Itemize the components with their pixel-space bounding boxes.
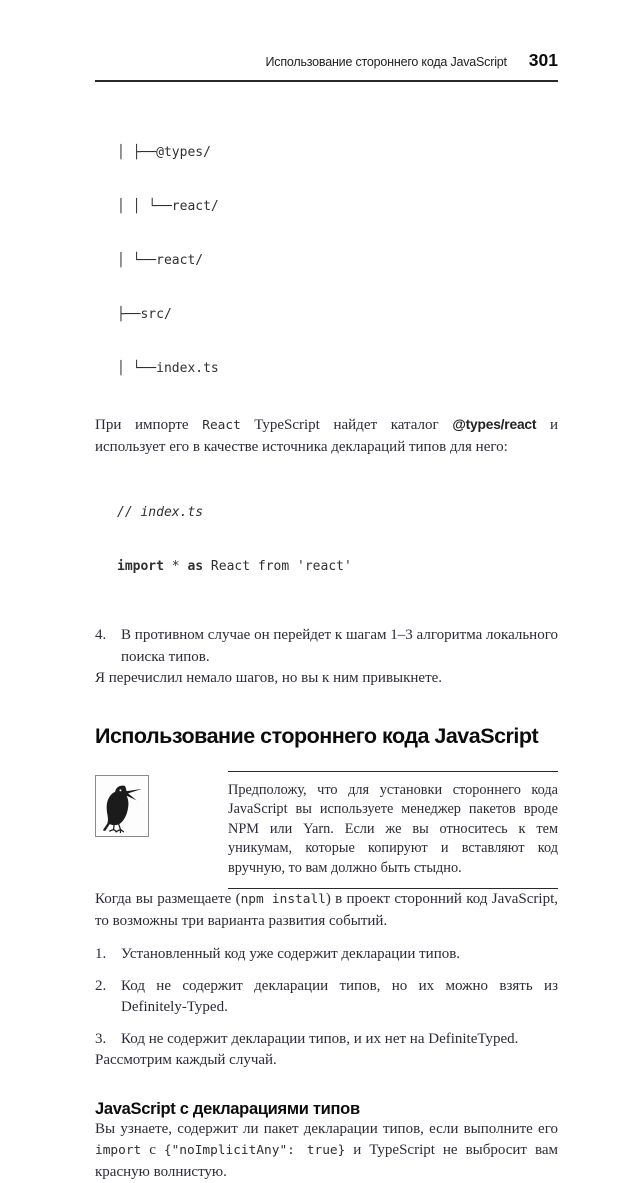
paragraph-consider: Рассмотрим каждый случай.	[95, 1050, 558, 1072]
tree-line: │ ├──@types/	[117, 144, 558, 162]
item-text: Код не содержит декларации типов, и их нет на DefiniteTyped.	[121, 1029, 518, 1051]
note-icon-frame	[95, 775, 149, 837]
subsection-title: JavaScript с декларациями типов	[95, 1100, 558, 1119]
numbered-item-1	[95, 944, 558, 966]
text-run: TypeScript найдет каталог	[241, 417, 453, 433]
code-block-import	[117, 468, 558, 612]
inline-code-noimplicitany: {"noImplicitAny": true}	[164, 1143, 345, 1158]
numbered-item-2	[95, 976, 558, 1019]
item-number: 1.	[95, 944, 121, 966]
paragraph-recap: Я перечислил немало шагов, но вы к ним привыкнете.	[95, 668, 558, 690]
inline-code-npm-install: npm install	[241, 892, 326, 907]
tree-line: │ └──index.ts	[117, 360, 558, 378]
note-gap	[149, 771, 228, 890]
note-block	[95, 771, 558, 890]
code-text: *	[164, 559, 187, 574]
code-line	[117, 558, 558, 576]
keyword-import: import	[117, 559, 164, 574]
inline-code-react: React	[202, 418, 241, 433]
page-header	[95, 50, 558, 82]
item-number: 3.	[95, 1029, 121, 1051]
item-text: В противном случае он перейдет к шагам 1–3 алгоритма локального поиска типов.	[121, 625, 558, 668]
code-comment: // index.ts	[117, 505, 203, 520]
page-number: 301	[529, 50, 558, 71]
section-title: Использование стороннего кода JavaScript	[95, 724, 558, 749]
directory-tree-code	[117, 108, 558, 414]
paragraph-final	[95, 1119, 558, 1183]
item-number: 4.	[95, 625, 121, 668]
text-run: с	[141, 1142, 164, 1158]
keyword-as: as	[187, 559, 203, 574]
numbered-item-3	[95, 1029, 558, 1051]
numbered-item-4	[95, 625, 558, 668]
code-comment-line	[117, 504, 558, 522]
text-run: ) в проект сторонний код JavaScript, то возможны три варианта развития событий.	[95, 891, 558, 929]
package-name-types-react: @types/react	[452, 417, 536, 432]
note-text-frame	[228, 771, 558, 890]
running-title: Использование стороннего кода JavaScript	[265, 55, 506, 69]
tree-line: │ └──react/	[117, 252, 558, 270]
text-run: Когда вы размещаете (	[95, 891, 241, 907]
tree-line: ├──src/	[117, 306, 558, 324]
item-text: Код не содержит декларации типов, но их можно взять из Definitely-Typed.	[121, 976, 558, 1019]
text-run: и TypeScript не выбросит вам красную волнистую.	[95, 1142, 558, 1180]
note-text: Предположу, что для установки стороннего кода JavaScript вы используете менеджер пакетов вроде NPM или Yarn. Если же вы относитесь к тем уникумам, которые копируют и вставляют код вручную, то вам должно быть стыдно.	[228, 781, 558, 879]
item-text: Установленный код уже содержит декларации типов.	[121, 944, 460, 966]
inline-code-import: import	[95, 1143, 141, 1158]
tree-line: │ │ └──react/	[117, 198, 558, 216]
code-text: React from 'react'	[203, 559, 352, 574]
crow-icon	[99, 781, 145, 836]
text-run: и использует его в качестве источника деклараций типов для него:	[95, 417, 558, 455]
paragraph-import	[95, 414, 558, 458]
text-run: При импорте	[95, 417, 202, 433]
paragraph-install	[95, 889, 558, 932]
text-run: Вы узнаете, содержит ли пакет декларации типов, если выполните его	[95, 1121, 558, 1137]
item-number: 2.	[95, 976, 121, 1019]
